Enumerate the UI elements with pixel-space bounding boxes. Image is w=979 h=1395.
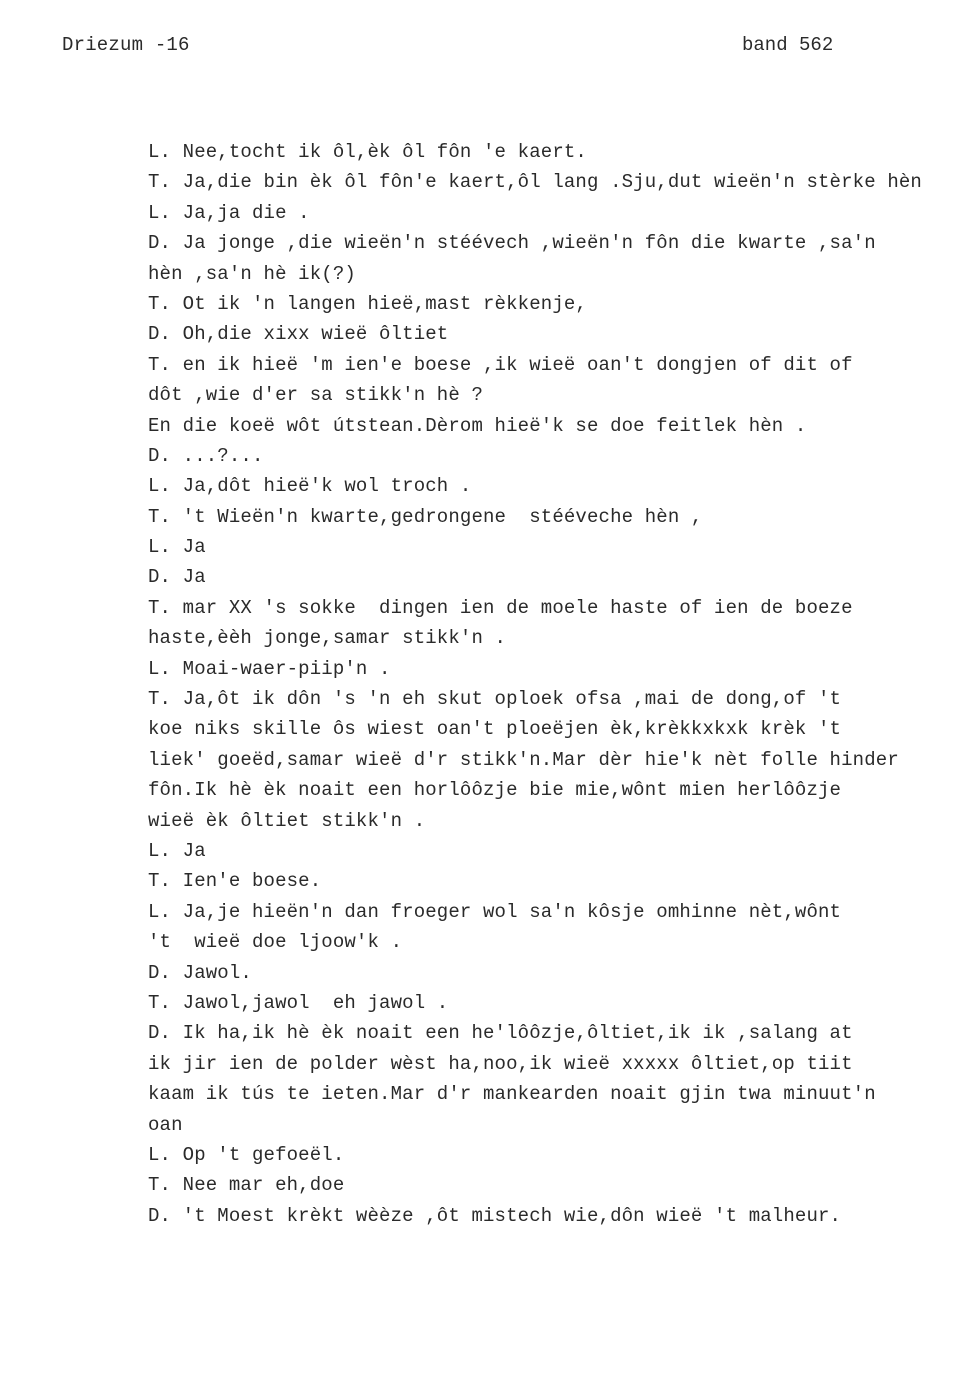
transcript-line: oan — [148, 1113, 183, 1136]
transcript-line: L. Ja — [148, 536, 206, 559]
page-header-band: band 562 — [742, 34, 834, 56]
transcript-line: liek' goeëd,samar wieë d'r stikk'n.Mar dèr hie'k nèt folle hinder — [148, 748, 899, 771]
transcript-line: D. 't Moest krèkt wèèze ,ôt mistech wie,dôn wieë 't malheur. — [148, 1204, 842, 1227]
transcript-line: T. mar XX 's sokke dingen ien de moele haste of ien de boeze — [148, 596, 853, 619]
transcript-line: L. Op 't gefoeël. — [148, 1143, 345, 1166]
transcript-line: ik jir ien de polder wèst ha,noo,ik wieë xxxxx ôltiet,op tiit — [148, 1052, 853, 1075]
transcript-line: T. Ja,die bin èk ôl fôn'e kaert,ôl lang .Sju,dut wieën'n stèrke hèn — [148, 171, 922, 194]
transcript-line: T. Jawol,jawol eh jawol . — [148, 991, 449, 1014]
transcript-line: wieë èk ôltiet stikk'n . — [148, 809, 426, 832]
transcript-body — [148, 137, 968, 1231]
transcript-line: haste,èèh jonge,samar stikk'n . — [148, 627, 507, 650]
page-header-location: Driezum -16 — [62, 34, 190, 56]
transcript-line: T. Nee mar eh,doe — [148, 1174, 345, 1197]
transcript-line: T. Ot ik 'n langen hieë,mast rèkkenje, — [148, 292, 587, 315]
transcript-line: hèn ,sa'n hè ik(?) — [148, 262, 356, 285]
transcript-line: L. Ja,dôt hieë'k wol troch . — [148, 475, 472, 498]
transcript-line: D. Ik ha,ik hè èk noait een he'lôôzje,ôltiet,ik ik ,salang at — [148, 1022, 853, 1045]
transcript-line: D. ...?... — [148, 444, 264, 467]
transcript-line: 't wieë doe ljoow'k . — [148, 931, 403, 954]
transcript-line: L. Ja,ja die . — [148, 201, 310, 224]
transcript-line: L. Ja,je hieën'n dan froeger wol sa'n kôsje omhinne nèt,wônt — [148, 900, 842, 923]
transcript-line: L. Nee,tocht ik ôl,èk ôl fôn 'e kaert. — [148, 141, 587, 163]
transcript-line: D. Ja jonge ,die wieën'n stéévech ,wieën'n fôn die kwarte ,sa'n — [148, 232, 876, 255]
transcript-line: En die koeë wôt útstean.Dèrom hieë'k se doe feitlek hèn . — [148, 414, 807, 437]
transcript-line: koe niks skille ôs wiest oan't ploeëjen èk,krèkkxkxk krèk 't — [148, 718, 842, 741]
transcript-line: D. Jawol. — [148, 961, 252, 984]
transcript-line: L. Moai-waer-piip'n . — [148, 657, 391, 680]
transcript-line: kaam ik tús te ieten.Mar d'r mankearden noait gjin twa minuut'n — [148, 1083, 876, 1106]
transcript-line: D. Ja — [148, 566, 206, 589]
transcript-line: D. Oh,die xixx wieë ôltiet — [148, 323, 449, 346]
transcript-line: T. Ien'e boese. — [148, 870, 322, 893]
transcript-line: fôn.Ik hè èk noait een horlôôzje bie mie,wônt mien herlôôzje — [148, 779, 842, 802]
transcript-line: L. Ja — [148, 839, 206, 862]
transcript-line: T. 't Wieën'n kwarte,gedrongene stééveche hèn , — [148, 505, 703, 528]
transcript-line: T. Ja,ôt ik dôn 's 'n eh skut oploek ofsa ,mai de dong,of 't — [148, 688, 842, 711]
transcript-line: dôt ,wie d'er sa stikk'n hè ? — [148, 384, 484, 407]
transcript-line: T. en ik hieë 'm ien'e boese ,ik wieë oan't dongjen of dit of — [148, 353, 853, 376]
